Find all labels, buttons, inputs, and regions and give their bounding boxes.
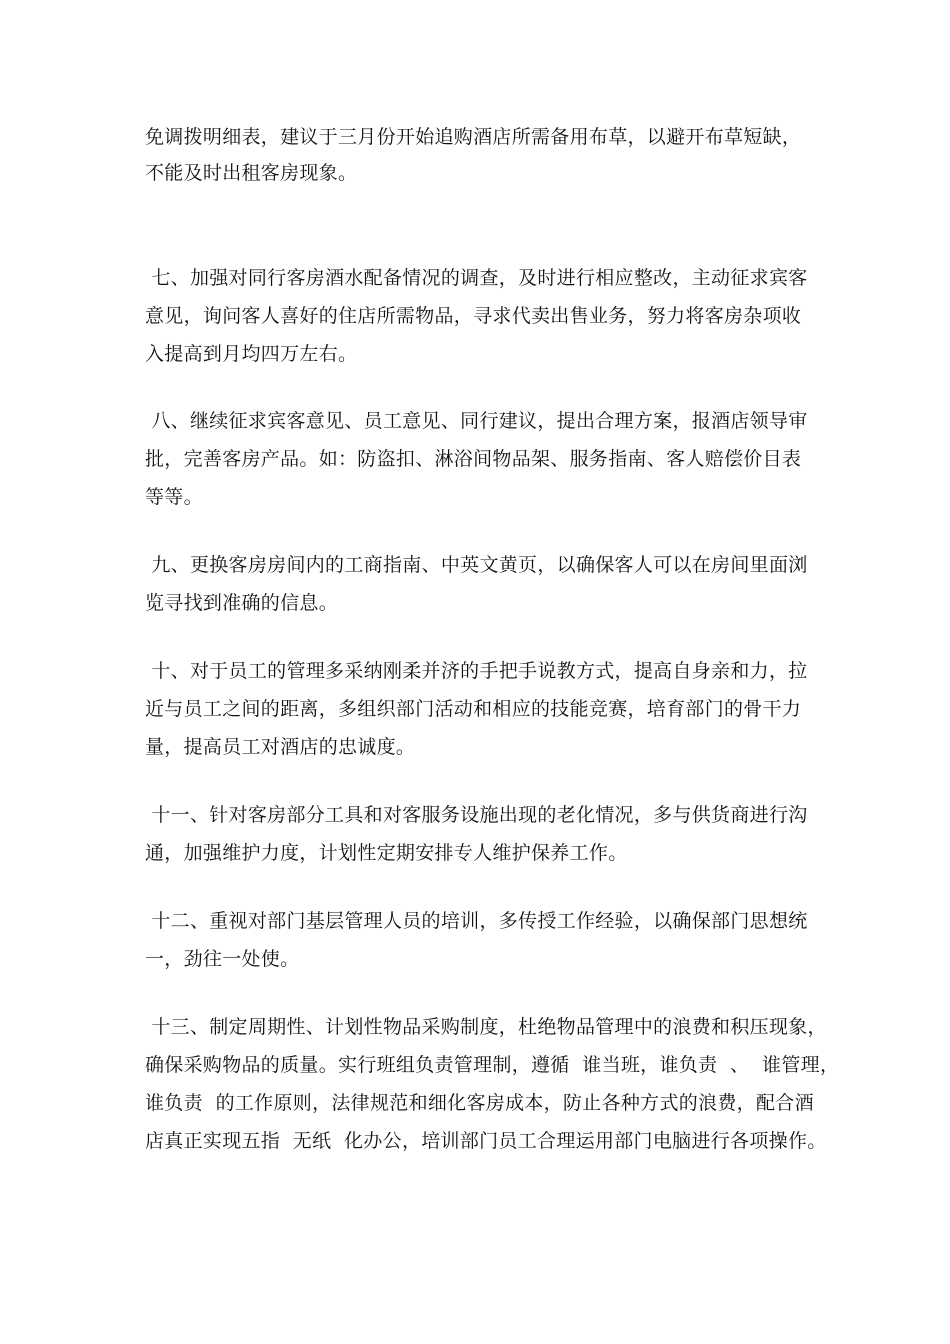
text-line: 量，提高员工对酒店的忠诚度。 <box>145 736 416 758</box>
text-line: 十一、针对客房部分工具和对客服务设施出现的老化情况，多与供货商进行沟 <box>145 804 808 826</box>
text-line: 批，完善客房产品。如：防盗扣、淋浴间物品架、服务指南、客人赔偿价目表 <box>145 448 802 470</box>
text-line: 确保采购物品的质量。实行班组负责管理制，遵循 谁当班，谁负责 、 谁管理， <box>145 1054 840 1076</box>
text-line: 十、对于员工的管理多采纳刚柔并济的手把手说教方式，提高自身亲和力，拉 <box>145 660 808 682</box>
text-line: 览寻找到准确的信息。 <box>145 592 339 614</box>
text-line: 通，加强维护力度，计划性定期安排专人维护保养工作。 <box>145 842 628 864</box>
text-line: 免调拨明细表，建议于三月份开始追购酒店所需备用布草，以避开布草短缺， <box>145 126 802 148</box>
text-line: 近与员工之间的距离，多组织部门活动和相应的技能竞赛，培育部门的骨干力 <box>145 698 802 720</box>
text-line: 十三、制定周期性、计划性物品采购制度，杜绝物品管理中的浪费和积压现象， <box>145 1016 827 1038</box>
text-line: 谁负责 的工作原则，法律规范和细化客房成本，防止各种方式的浪费，配合酒 <box>145 1092 814 1114</box>
text-line: 入提高到月均四万左右。 <box>145 343 358 365</box>
text-line: 一，劲往一处使。 <box>145 948 300 970</box>
text-line: 七、加强对同行客房酒水配备情况的调查，及时进行相应整改，主动征求宾客 <box>145 267 808 289</box>
text-line: 九、更换客房房间内的工商指南、中英文黄页，以确保客人可以在房间里面浏 <box>145 554 808 576</box>
text-line: 等等。 <box>145 486 203 508</box>
text-line: 十二、重视对部门基层管理人员的培训，多传授工作经验，以确保部门思想统 <box>145 910 808 932</box>
text-line: 八、继续征求宾客意见、员工意见、同行建议，提出合理方案，报酒店领导审 <box>145 410 808 432</box>
text-line: 店真正实现五指 无纸 化办公，培训部门员工合理运用部门电脑进行各项操作。 <box>145 1130 827 1152</box>
text-line: 意见，询问客人喜好的住店所需物品，寻求代卖出售业务，努力将客房杂项收 <box>145 305 802 327</box>
text-line: 不能及时出租客房现象。 <box>145 162 358 184</box>
